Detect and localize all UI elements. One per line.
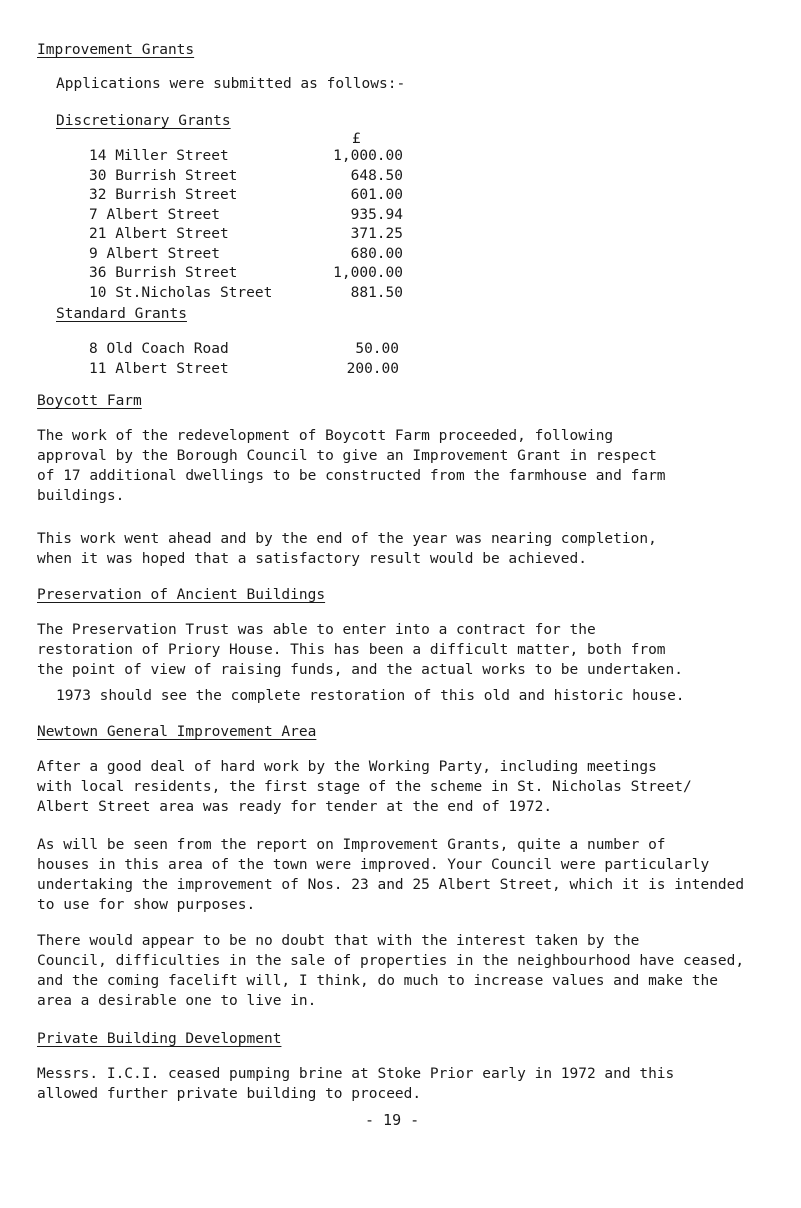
grant-address: 30 Burrish Street: [89, 167, 238, 184]
grant-address: 8 Old Coach Road: [89, 341, 229, 357]
private-building-heading: Private Building Development: [37, 1031, 282, 1047]
paragraph-line: Council, difficulties in the sale of properties in the neighbourhood have ceased,: [37, 953, 745, 969]
boycott-farm-progress-paragraph: [37, 529, 657, 569]
grant-amount: 200.00: [346, 360, 399, 377]
grant-amount: 648.50: [350, 167, 403, 184]
grant-address: 14 Miller Street: [89, 148, 229, 164]
page-number: - 19 -: [365, 1111, 420, 1129]
grant-row: [89, 224, 403, 244]
paragraph-line: to use for show purposes.: [37, 897, 256, 913]
paragraph-line: undertaking the improvement of Nos. 23 and 25 Albert Street, which it is intended: [37, 877, 745, 893]
grant-amount: 601.00: [350, 187, 403, 203]
discretionary-grants-heading: Discretionary Grants: [56, 113, 231, 129]
boycott-farm-heading: Boycott Farm: [37, 393, 142, 409]
paragraph-line: 1973 should see the complete restoration of this old and historic house.: [56, 688, 685, 704]
intro-text: Applications were submitted as follows:-: [56, 76, 406, 92]
newtown-paragraph-3: [37, 931, 744, 1011]
grant-address: 21 Albert Street: [89, 226, 229, 242]
grant-row: [89, 263, 403, 283]
preservation-heading: Preservation of Ancient Buildings: [37, 587, 326, 603]
grant-amount: 680.00: [350, 245, 403, 262]
newtown-heading: Newtown General Improvement Area: [37, 724, 317, 740]
grant-row: [89, 146, 403, 166]
grant-row: [89, 359, 399, 379]
paragraph-line: This work went ahead and by the end of the year was nearing completion,: [37, 531, 657, 547]
paragraph-line: The work of the redevelopment of Boycott Farm proceeded, following: [37, 428, 614, 444]
paragraph-line: buildings.: [37, 488, 125, 504]
paragraph-line: when it was hoped that a satisfactory result would be achieved.: [37, 551, 587, 567]
grant-address: 32 Burrish Street: [89, 187, 238, 203]
grant-address: 36 Burrish Street: [89, 265, 238, 281]
newtown-paragraph-1: [37, 757, 692, 817]
paragraph-line: and the coming facelift will, I think, do much to increase values and make the: [37, 973, 718, 989]
paragraph-line: with local residents, the first stage of the scheme in St. Nicholas Street/: [37, 779, 692, 795]
paragraph-line: restoration of Priory House. This has been a difficult matter, both from: [37, 642, 666, 658]
paragraph-line: As will be seen from the report on Improvement Grants, quite a number of: [37, 837, 666, 853]
paragraph-line: There would appear to be no doubt that with the interest taken by the: [37, 933, 640, 949]
paragraph-line: Messrs. I.C.I. ceased pumping brine at Stoke Prior early in 1972 and this: [37, 1066, 675, 1082]
grant-amount: 1,000.00: [333, 265, 403, 281]
standard-grants-list: [89, 339, 399, 378]
paragraph-line: area a desirable one to live in.: [37, 993, 317, 1009]
grant-row: [89, 339, 399, 359]
newtown-paragraph-2: [37, 835, 744, 915]
paragraph-line: Albert Street area was ready for tender at the end of 1972.: [37, 799, 553, 815]
grant-amount: 50.00: [355, 341, 399, 357]
grant-amount: 881.50: [350, 284, 403, 301]
grant-amount: 935.94: [350, 206, 403, 223]
paragraph-line: houses in this area of the town were improved. Your Council were particularly: [37, 857, 710, 873]
boycott-farm-paragraph: [37, 426, 666, 506]
grant-amount: 1,000.00: [333, 148, 403, 164]
grant-address: 10 St.Nicholas Street: [89, 284, 273, 301]
grant-address: 7 Albert Street: [89, 206, 220, 223]
currency-symbol: £: [352, 131, 361, 147]
paragraph-line: of 17 additional dwellings to be constructed from the farmhouse and farm: [37, 468, 666, 484]
grant-row: [89, 205, 403, 225]
standard-grants-heading: Standard Grants: [56, 306, 187, 322]
private-building-paragraph: [37, 1064, 674, 1104]
paragraph-line: The Preservation Trust was able to enter into a contract for the: [37, 622, 596, 638]
grant-address: 11 Albert Street: [89, 360, 229, 377]
grant-address: 9 Albert Street: [89, 245, 220, 262]
paragraph-line: the point of view of raising funds, and the actual works to be undertaken.: [37, 662, 684, 678]
grant-row: [89, 283, 403, 303]
preservation-paragraph: [37, 620, 683, 680]
grant-row: [89, 166, 403, 186]
paragraph-line: allowed further private building to proceed.: [37, 1086, 422, 1102]
page-title: Improvement Grants: [37, 42, 195, 58]
paragraph-line: After a good deal of hard work by the Working Party, including meetings: [37, 759, 657, 775]
paragraph-line: approval by the Borough Council to give an Improvement Grant in respect: [37, 448, 657, 464]
discretionary-grants-list: [89, 146, 403, 302]
grant-amount: 371.25: [350, 226, 403, 242]
preservation-outlook-paragraph: [56, 686, 685, 706]
grant-row: [89, 244, 403, 264]
grant-row: [89, 185, 403, 205]
